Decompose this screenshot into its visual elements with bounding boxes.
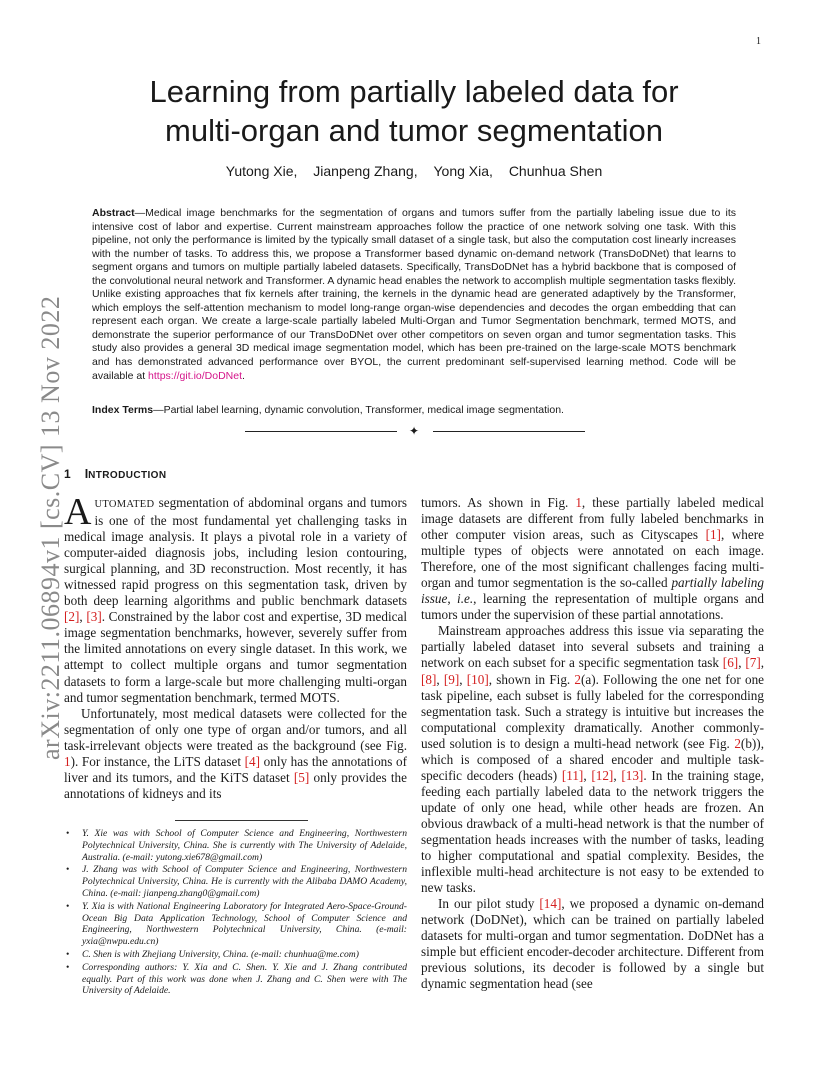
- section-separator: [245, 424, 585, 438]
- abstract-text: —Medical image benchmarks for the segmentation of organs and tumors suffer from the partially labeling issue due to its intensive cost of labor and expertise. Current mainstream approaches follow the practice of one network solving one task. With this pipeline, not only the performance is limited by the typically small dataset of a single task, but also the computation cost linearly increases with the number of tasks. To address this, we propose a Transformer based dynamic on-demand network (TransDoDNet) that learns to segment organs and tumors on multiple partially labeled datasets. Specifically, TransDoDNet has a hybrid backbone that is composed of the convolutional neural network and Transformer. A dynamic head enables the network to accomplish multiple segmentation tasks flexibly. Unlike existing approaches that fix kernels after training, the kernels in the dynamic head are generated adaptively by the Transformer, which employs the self-attention mechanism to model long-range organ-wise dependencies and decodes the organ embedding that can represent each organ. We create a large-scale partially labeled Multi-Organ and Tumor Segmentation benchmark, termed MOTS, and demonstrate the superior performance of our TransDoDNet over other competitors on seven organ and tumor segmentation tasks. This study also provides a general 3D medical image segmentation model, which has been pre-trained on the large-scale MOTS benchmark and has demonstrated advanced performance over BYOL, the current predominant self-supervised learning method. Code will be available at: [92, 207, 736, 382]
- emphasis: partially labeling issue: [421, 575, 764, 607]
- footnote-item: • Corresponding authors: Y. Xia and C. Shen. Y. Xie and J. Zhang contributed equally. Part of this work was done when J. Zhang and C. Shen were with The University of Adelaide.: [64, 962, 407, 997]
- figure-link[interactable]: 1: [575, 495, 582, 510]
- title-line-1: Learning from partially labeled data for: [149, 74, 679, 109]
- citation-link[interactable]: [7]: [745, 655, 761, 671]
- figure-link[interactable]: 2: [574, 671, 582, 687]
- section-title-initial: I: [84, 467, 89, 481]
- citation-link[interactable]: [8]: [421, 671, 437, 687]
- footnote-item: • C. Shen is with Zhejiang University, China. (e-mail: chunhua@me.com): [64, 949, 407, 961]
- section-number: 1: [64, 467, 71, 481]
- drop-cap: A: [64, 491, 92, 533]
- citation-link[interactable]: [10]: [466, 671, 489, 687]
- author-name: Jianpeng Zhang,: [313, 163, 418, 179]
- index-terms-text: —Partial label learning, dynamic convolution, Transformer, medical image segmentation.: [153, 404, 564, 416]
- citation-link[interactable]: [9]: [443, 671, 460, 687]
- citation-link[interactable]: [1]: [705, 527, 721, 543]
- citation-link[interactable]: [14]: [539, 896, 562, 912]
- footnote-rule: [175, 820, 308, 821]
- abstract-end: .: [242, 369, 245, 382]
- citation-link[interactable]: [13]: [621, 767, 644, 783]
- index-terms: [92, 404, 736, 416]
- abstract-label: Abstract: [92, 207, 135, 219]
- code-link[interactable]: https://git.io/DoDNet: [148, 369, 243, 382]
- citation-link[interactable]: [12]: [591, 767, 614, 783]
- arxiv-identifier-stamp: arXiv:2211.06894v1 [cs.CV] 13 Nov 2022: [36, 295, 65, 760]
- paragraph: tumors. As shown in Fig. 1, these partially labeled medical image datasets are different from fully labeled benchmarks in other computer vision areas, such as Cityscapes [1], where multiple types of objects were annotated on each image. Therefore, one of the most significant challenges facing multi-organ and tumor segmentation is the so-called partially labeling issue, i.e., learning the representation of multiple organs and tumors under the supervision of these partial annotations.: [421, 495, 765, 623]
- emphasis: i.e.: [457, 591, 474, 607]
- citation-link[interactable]: [4]: [244, 753, 261, 769]
- figure-link[interactable]: 2: [734, 735, 741, 751]
- separator-rule-right: [433, 431, 585, 432]
- author-name: Yong Xia,: [433, 163, 493, 179]
- separator-diamond-icon: ✦: [409, 424, 420, 438]
- author-name: Chunhua Shen: [508, 163, 603, 179]
- footnote-item: • Y. Xia is with National Engineering Laboratory for Integrated Aero-Space-Ground-Ocean Big Data Application Technology, School of Computer Science and Engineering, Northwestern Polytechnical University, China. (e-mail: yxia@nwpu.edu.cn): [64, 901, 407, 948]
- footnote-list: [64, 828, 407, 998]
- figure-link[interactable]: 1: [64, 753, 71, 769]
- paragraph: In our pilot study [14], we proposed a dynamic on-demand network (DoDNet), which can be trained on partially labeled datasets for multi-organ and tumor segmentation. DoDNet has a simple but efficient encoder-decoder architecture. Different from previous solutions, its decoder is followed by a single but dynamic segmentation head (see: [421, 896, 764, 992]
- footnote-item: • J. Zhang was with School of Computer Science and Engineering, Northwestern Polytechnical University, China. He is currently with the Alibaba DAMO Academy, China. (e-mail: jianpeng.zhang0@gmail.com): [64, 864, 407, 899]
- paragraph: Unfortunately, most medical datasets were collected for the segmentation of only one type of organ and/or tumors, and all task-irrelevant objects were treated as the background (see Fig. 1). For instance, the LiTS dataset [4] only has the annotations of liver and its tumors, and the KiTS dataset [5] only provides the annotations of kidneys and its: [64, 705, 407, 801]
- author-list: [80, 163, 748, 179]
- citation-link[interactable]: [3]: [86, 609, 102, 625]
- title-line-2: multi-organ and tumor segmentation: [165, 113, 663, 148]
- author-name: Yutong Xie,: [225, 163, 298, 179]
- section-title-rest: NTRODUCTION: [88, 470, 167, 481]
- footnote-item: • Y. Xie was with School of Computer Science and Engineering, Northwestern Polytechnical University, China. She is currently with The University of Adelaide, Australia. (e-mail: yutong.xie678@gmail.com): [64, 828, 407, 863]
- citation-link[interactable]: [2]: [64, 609, 80, 625]
- paragraph: AUTOMATED segmentation of abdominal organs and tumors is one of the most fundamental yet challenging tasks in medical image analysis. It plays a pivotal role in a variety of computer-aided diagnosis jobs, including lesion contouring, surgical planning, and 3D reconstruction. Most recently, it has witnessed rapid progress on this segmentation task, driven by both deep learning algorithms and public benchmark datasets [2], [3]. Constrained by the labor cost and expertise, 3D medical image segmentation benchmarks, however, severely suffer from the limited annotations on every single dataset. In this work, we attempt to collect multiple organs and tumor segmentation datasets to form a large-scale but more challenging multi-organ and tumor segmentation benchmark, termed MOTS.: [64, 491, 407, 705]
- citation-link[interactable]: [5]: [293, 769, 310, 785]
- small-caps-word: UTOMATED: [94, 499, 155, 510]
- page-number: 1: [756, 36, 761, 47]
- section-heading-introduction: [64, 467, 166, 481]
- citation-link[interactable]: [11]: [561, 767, 584, 783]
- index-terms-label: Index Terms: [92, 404, 154, 416]
- body-column-right: [421, 495, 764, 992]
- body-column-left: [64, 491, 407, 802]
- abstract: [92, 207, 736, 383]
- citation-link[interactable]: [6]: [722, 655, 739, 671]
- separator-rule-left: [245, 431, 397, 432]
- paragraph: Mainstream approaches address this issue via separating the partially labeled dataset into several subsets and training a network on each subset for a specific segmentation task [6], [7], [8], [9], [10], shown in Fig. 2(a). Following the one net for one task pipeline, each subset is fully labeled for the corresponding segmentation task. Such a strategy is intuitive but increases the computational complexity dramatically. Another commonly-used solution is to design a multi-head network (see Fig. 2(b)), which is composed of a shared encoder and multiple task-specific decoders (heads) [11], [12], [13]. In the training stage, feeding each partially labeled data to the network triggers the update of only one head, while other heads are frozen. An obvious drawback of a multi-head network is that the number of segmentation heads increases with the number of tasks, leading to higher computational and spatial complexity. Besides, the inflexible multi-head architecture is not easy to be extended to new tasks.: [421, 623, 765, 896]
- paper-title: [80, 72, 748, 150]
